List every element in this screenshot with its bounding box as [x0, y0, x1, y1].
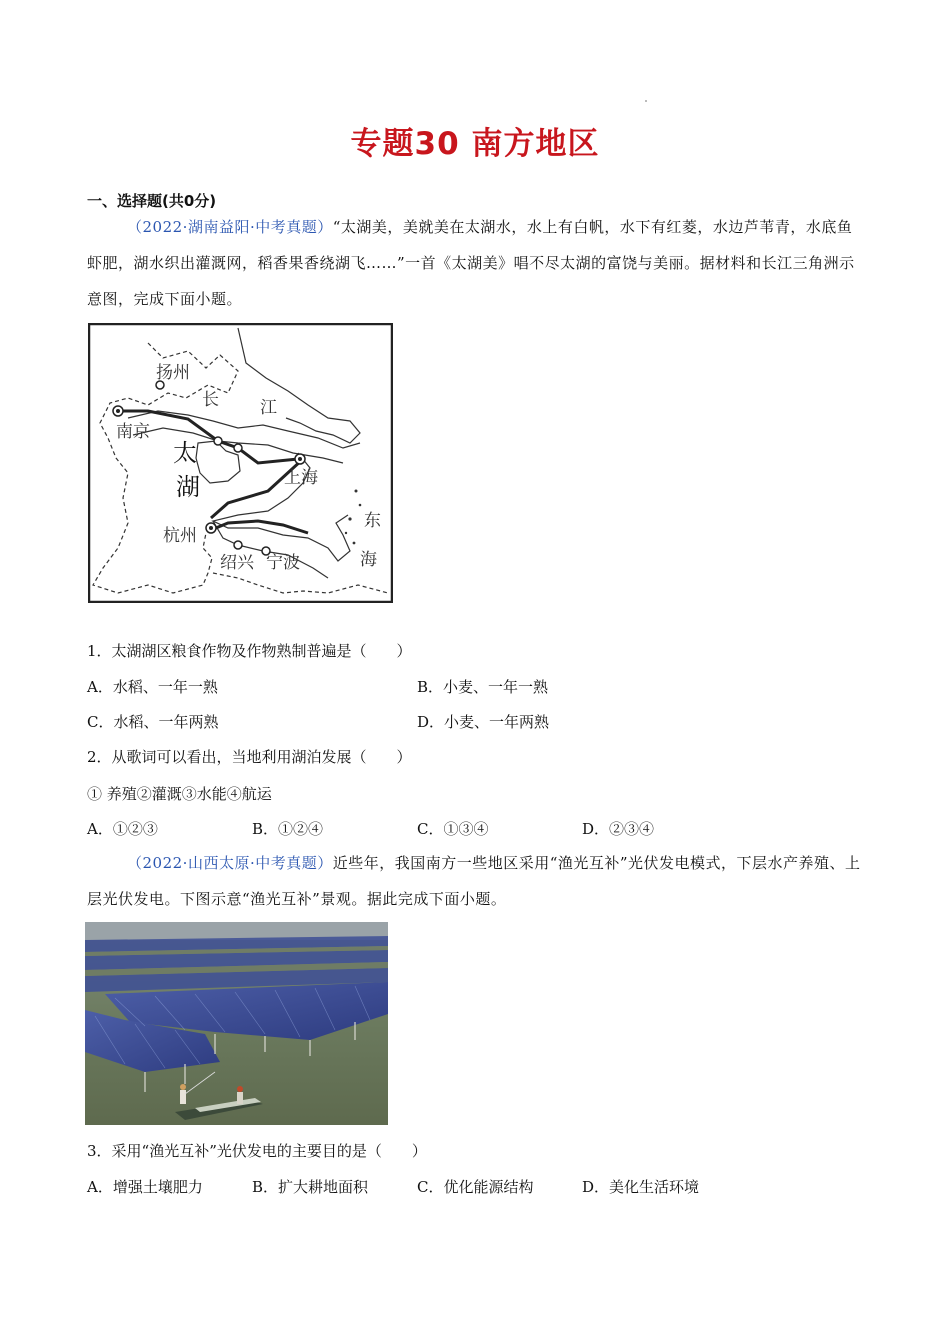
- q3-option-b[interactable]: B．扩大耕地面积: [252, 1178, 369, 1196]
- passage-2: [87, 845, 862, 917]
- q3-option-d[interactable]: D．美化生活环境: [582, 1178, 700, 1196]
- section-heading: 一、选择题(共0分): [87, 192, 217, 210]
- passage-1-source: （2022·湖南益阳·中考真题）: [127, 218, 333, 236]
- q3-option-a[interactable]: A．增强土壤肥力: [87, 1178, 203, 1196]
- passage-1: [87, 209, 862, 317]
- map-label-hai: 海: [360, 550, 377, 570]
- map-label-dong: 东: [364, 511, 381, 531]
- map-label-tai: 太: [173, 439, 197, 467]
- q1-option-a[interactable]: A．水稻、一年一熟: [87, 678, 218, 696]
- fishery-solar-photo: [85, 922, 388, 1125]
- map-label-yangzhou: 扬州: [156, 363, 190, 383]
- q2-option-c[interactable]: C．①③④: [417, 820, 489, 838]
- map-label-chang: 长: [202, 390, 219, 410]
- yangtze-delta-map: [88, 323, 393, 603]
- q2-option-d[interactable]: D．②③④: [582, 820, 655, 838]
- q1-option-c[interactable]: C．水稻、一年两熟: [87, 713, 219, 731]
- question-2-stem: 2．从歌词可以看出，当地利用湖泊发展（ ）: [87, 748, 412, 766]
- page-title: 专题30 南方地区: [350, 126, 600, 162]
- passage-2-text: 近些年，我国南方一些地区采用“渔光互补”光伏发电模式，下层水产养殖、上层光伏发电。下图示意“渔光互补”景观。据此完成下面小题。: [87, 854, 861, 908]
- passage-1-text: “太湖美，美就美在太湖水，水上有白帆，水下有红菱，水边芦苇青，水底鱼虾肥，湖水织出灌溉网，稻香果香绕湖飞……”一首《太湖美》唱不尽太湖的富饶与美丽。据材料和长江三角洲示意图，完成下面小题。: [87, 218, 855, 308]
- q2-option-a[interactable]: A．①②③: [87, 820, 158, 838]
- question-3-stem: 3．采用“渔光互补”光伏发电的主要目的是（ ）: [87, 1142, 427, 1160]
- map-label-nanjing: 南京: [116, 422, 150, 442]
- map-label-ningbo: 宁波: [266, 553, 300, 573]
- question-2-items: ① 养殖②灌溉③水能④航运: [87, 785, 272, 803]
- speck: [645, 100, 647, 102]
- q3-option-c[interactable]: C．优化能源结构: [417, 1178, 534, 1196]
- q1-option-d[interactable]: D．小麦、一年两熟: [417, 713, 550, 731]
- map-label-shanghai: 上海: [284, 468, 318, 488]
- question-1-stem: 1．太湖湖区粮食作物及作物熟制普遍是（ ）: [87, 642, 412, 660]
- map-label-jiang: 江: [260, 398, 277, 418]
- q2-option-b[interactable]: B．①②④: [252, 820, 324, 838]
- q1-option-b[interactable]: B．小麦、一年一熟: [417, 678, 549, 696]
- passage-2-source: （2022·山西太原·中考真题）: [127, 854, 333, 872]
- map-label-hangzhou: 杭州: [163, 526, 197, 546]
- map-label-hu: 湖: [176, 473, 200, 501]
- map-label-shaoxing: 绍兴: [220, 553, 254, 573]
